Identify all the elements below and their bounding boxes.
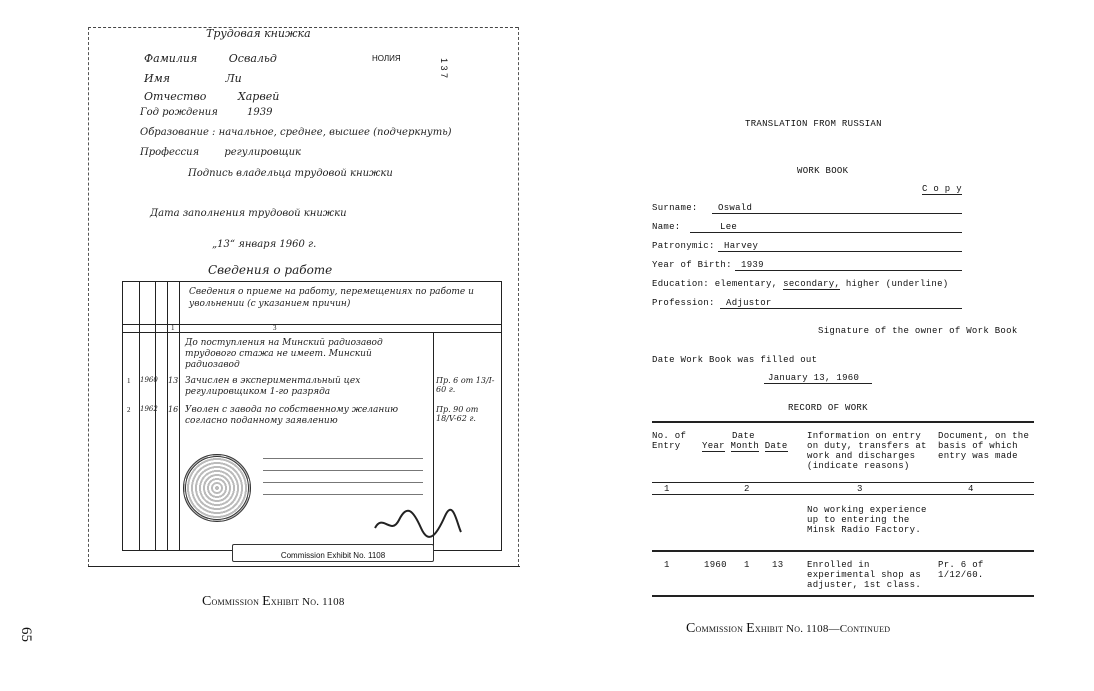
- profession-label: Profession:: [652, 298, 715, 308]
- left-row-2-no: 2: [127, 406, 131, 414]
- row-1-info: Enrolled in experimental shop as adjuster, 1st class.: [807, 560, 922, 590]
- header-entry-no: No. of Entry: [652, 431, 687, 451]
- field-education: Образование : начальное, среднее, высшее (подчеркнуть): [140, 127, 452, 138]
- name-value: Lee: [690, 222, 962, 233]
- row-1-year: 1960: [704, 560, 727, 570]
- left-row-0-text: До поступления на Минский радиозавод трудового стажа не имеет. Минский радиозавод: [185, 338, 383, 370]
- field-surname: Фамилия Освальд: [144, 52, 277, 65]
- patronymic-value: Harvey: [718, 241, 962, 252]
- left-row-1-text: Зачислен в экспериментальный цех регулировщиком 1-го разряда: [185, 376, 361, 397]
- col-number-4: 4: [968, 484, 974, 494]
- col-number-3: 3: [857, 484, 863, 494]
- education-underlined: secondary,: [783, 279, 841, 289]
- right-caption: Commission Exhibit No. 1108—Continued: [686, 621, 891, 636]
- left-row-2-day: 16: [168, 405, 179, 414]
- header-information: Information on entry on duty, transfers at work and discharges (indicate reasons): [807, 431, 927, 471]
- left-row-2-text: Уволен с завода по собственному желанию согласно поданному заявлению: [185, 405, 399, 426]
- field-birth-year: Год рождения 1939: [140, 107, 273, 118]
- left-header: Трудовая книжка: [206, 27, 311, 40]
- left-row-1-day: 13: [168, 376, 179, 385]
- left-exhibit-label: Commission Exhibit No. 1108: [232, 544, 434, 562]
- left-date-value: „13“ января 1960 г.: [212, 239, 317, 250]
- left-row-1-year: 1960: [140, 376, 158, 384]
- work-book-title: WORK BOOK: [797, 166, 849, 176]
- left-stamp: НОЛИЯ: [372, 54, 401, 63]
- left-side-number: 1 3 7: [439, 57, 450, 79]
- birth-year-value: 1939: [735, 260, 962, 271]
- left-record-table: [122, 281, 502, 551]
- field-patronymic: Отчество Харвей: [144, 90, 280, 103]
- left-table-header: Сведения о приеме на работу, перемещениях по работе и увольнении (с указанием причин): [189, 287, 474, 309]
- name-label: Name:: [652, 222, 681, 232]
- left-col-number: 3: [273, 324, 277, 332]
- date-filled-value: January 13, 1960: [764, 373, 872, 384]
- page-number: 65: [18, 627, 34, 642]
- header-date: Date: [732, 431, 755, 441]
- left-col-number: 1: [171, 324, 175, 332]
- patronymic-label: Patronymic:: [652, 241, 715, 251]
- signature-scribble: [373, 508, 463, 538]
- col-number-1: 1: [664, 484, 670, 494]
- signature-line: Signature of the owner of Work Book: [818, 326, 1018, 336]
- left-caption: Commission Exhibit No. 1108: [202, 594, 345, 609]
- field-profession: Профессия регулировщик: [140, 147, 301, 158]
- profession-value: Adjustor: [720, 298, 962, 309]
- header-document: Document, on the basis of which entry was made: [938, 431, 1030, 461]
- birth-year-label: Year of Birth:: [652, 260, 732, 270]
- surname-label: Surname:: [652, 203, 698, 213]
- left-signature-line: Подпись владельца трудовой книжки: [188, 168, 393, 179]
- header-year-month-date: Year Month Date: [702, 441, 788, 451]
- copy-label: C o p y: [922, 184, 962, 194]
- row-0-info: No working experience up to entering the Minsk Radio Factory.: [807, 505, 927, 535]
- left-row-1-doc: Пр. 6 от 13/I-60 г.: [436, 376, 495, 394]
- left-row-2-year: 1962: [140, 405, 158, 413]
- left-section-title: Сведения о работе: [208, 263, 333, 277]
- left-row-1-no: 1: [127, 377, 131, 385]
- russian-work-book-photocopy: [88, 27, 520, 567]
- row-1-day: 13: [772, 560, 784, 570]
- education-row: Education: elementary, secondary, higher (underline): [652, 279, 949, 289]
- left-date-label: Дата заполнения трудовой книжки: [150, 208, 347, 219]
- row-1-month: 1: [744, 560, 750, 570]
- row-1-document: Pr. 6 of 1/12/60.: [938, 560, 984, 580]
- date-filled-label: Date Work Book was filled out: [652, 355, 818, 365]
- left-row-2-doc: Пр. 90 от 18/V-62 г.: [436, 405, 479, 423]
- row-1-no: 1: [664, 560, 670, 570]
- record-of-work-title: RECORD OF WORK: [788, 403, 868, 413]
- surname-value: Oswald: [712, 203, 962, 214]
- record-table: [652, 421, 1034, 599]
- field-name: Имя Ли: [144, 72, 242, 85]
- official-seal: [183, 454, 251, 522]
- translation-header: TRANSLATION FROM RUSSIAN: [745, 119, 882, 129]
- col-number-2: 2: [744, 484, 750, 494]
